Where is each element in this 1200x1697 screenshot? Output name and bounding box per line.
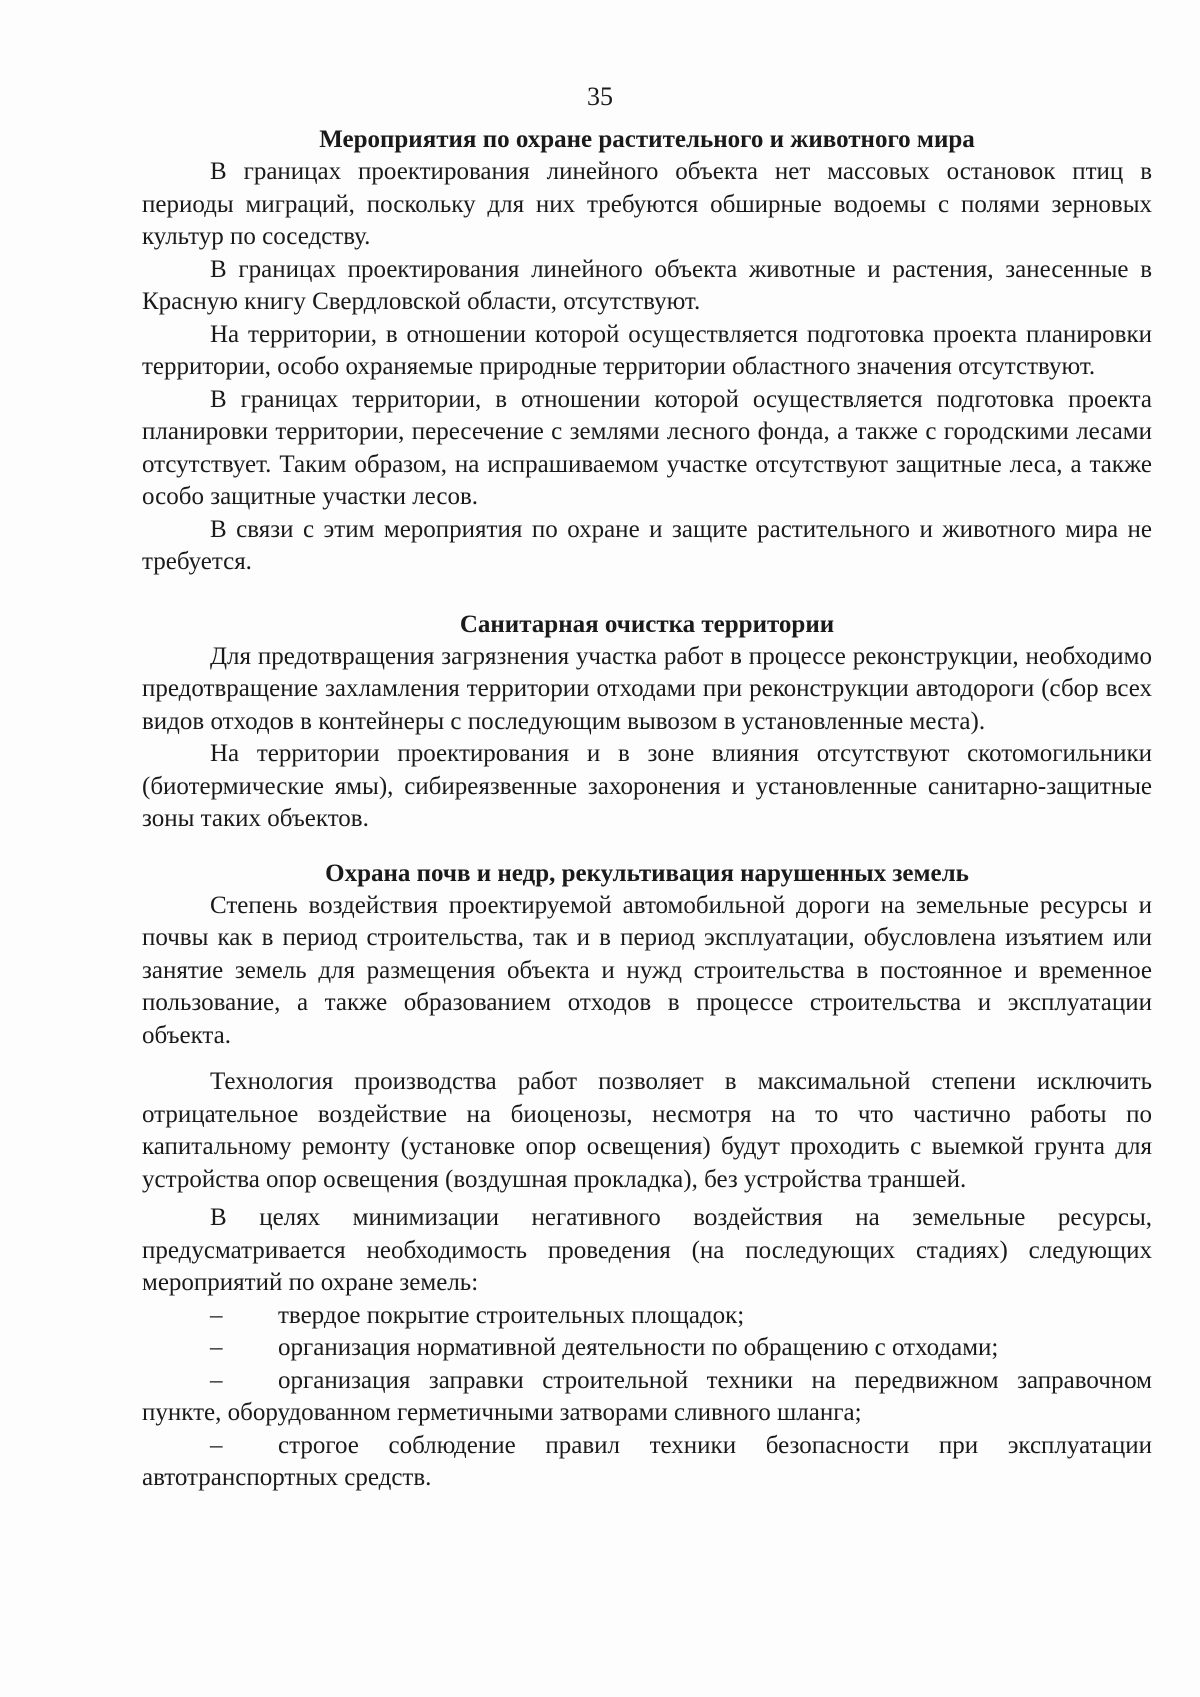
list-item-text: организация нормативной деятельности по обращению с отходами; (278, 1334, 999, 1361)
page-number: 35 (587, 82, 613, 111)
list-dash: – (210, 1301, 223, 1329)
list-item-text: строгое соблюдение правил техники безопасности при эксплуатации автотранспортных средств. (142, 1431, 1152, 1491)
list-item (142, 1300, 1152, 1333)
paragraph: В целях минимизации негативного воздействия на земельные ресурсы, предусматривается необходимость проведения (на последующих стадиях) следующих мероприятий по охране земель: (142, 1204, 1152, 1296)
section-heading: Санитарная очистка территории (459, 610, 835, 638)
section-soil-protection (142, 858, 1152, 1495)
paragraph: В связи с этим мероприятия по охране и защите растительного и животного мира не требуется. (142, 515, 1152, 575)
section-heading: Мероприятия по охране растительного и животного мира (319, 126, 975, 153)
paragraph: В границах проектирования линейного объекта животные и растения, занесенные в Красную книгу Свердловской области, отсутствуют. (142, 255, 1152, 315)
list-item-text: твердое покрытие строительных площадок; (278, 1301, 745, 1329)
paragraph: В границах проектирования линейного объекта нет массовых остановок птиц в периоды миграций, поскольку для них требуются обширные водоемы с полями зерновых культур по соседству. (142, 158, 1152, 250)
list-item (142, 1332, 1152, 1365)
list-item (142, 1365, 1152, 1430)
paragraph: Степень воздействия проектируемой автомобильной дороги на земельные ресурсы и почвы как в период строительства, так и в период эксплуатации, обусловлена изъятием или занятие земель для размещения объекта и нужд строительства в постоянное и временное пользование, а также образованием отходов в процессе строительства и эксплуатации объекта. (142, 891, 1152, 1049)
list-item-text: организация заправки строительной техники на передвижном заправочном пункте, оборудованном герметичными затворами сливного шланга; (142, 1366, 1152, 1426)
section-flora-fauna (142, 124, 1152, 579)
paragraph: В границах территории, в отношении которой осуществляется подготовка проекта планировки территории, пересечение с землями лесного фонда, а также с городскими лесами отсутствует. Таким образом, на испрашиваемом участке отсутствуют защитные леса, а также особо защитные участки лесов. (142, 385, 1152, 510)
list-dash: – (210, 1334, 223, 1361)
paragraph: Для предотвращения загрязнения участка работ в процессе реконструкции, необходимо предотвращение захламления территории отходами при реконструкции автодороги (сбор всех видов отходов в контейнеры с последующим вывозом в установленные места). (142, 642, 1152, 735)
page-content (142, 124, 1152, 1495)
list-dash: – (210, 1366, 223, 1394)
measures-list (142, 1300, 1152, 1495)
list-item (142, 1430, 1152, 1495)
list-dash: – (210, 1431, 223, 1459)
paragraph: На территории проектирования и в зоне влияния отсутствуют скотомогильники (биотермические ямы), сибиреязвенные захоронения и установленные санитарно-защитные зоны таких объектов. (142, 740, 1152, 832)
section-sanitary-cleaning (142, 609, 1152, 836)
paragraph: На территории, в отношении которой осуществляется подготовка проекта планировки территории, особо охраняемые природные территории областного значения отсутствуют. (142, 320, 1152, 380)
section-heading: Охрана почв и недр, рекультивация нарушенных земель (325, 859, 969, 887)
paragraph: Технология производства работ позволяет в максимальной степени исключить отрицательное воздействие на биоценозы, несмотря на то что частично работы по капитальному ремонту (установке опор освещения) будут проходить с выемкой грунта для устройства опор освещения (воздушная прокладка), без устройства траншей. (142, 1068, 1152, 1193)
